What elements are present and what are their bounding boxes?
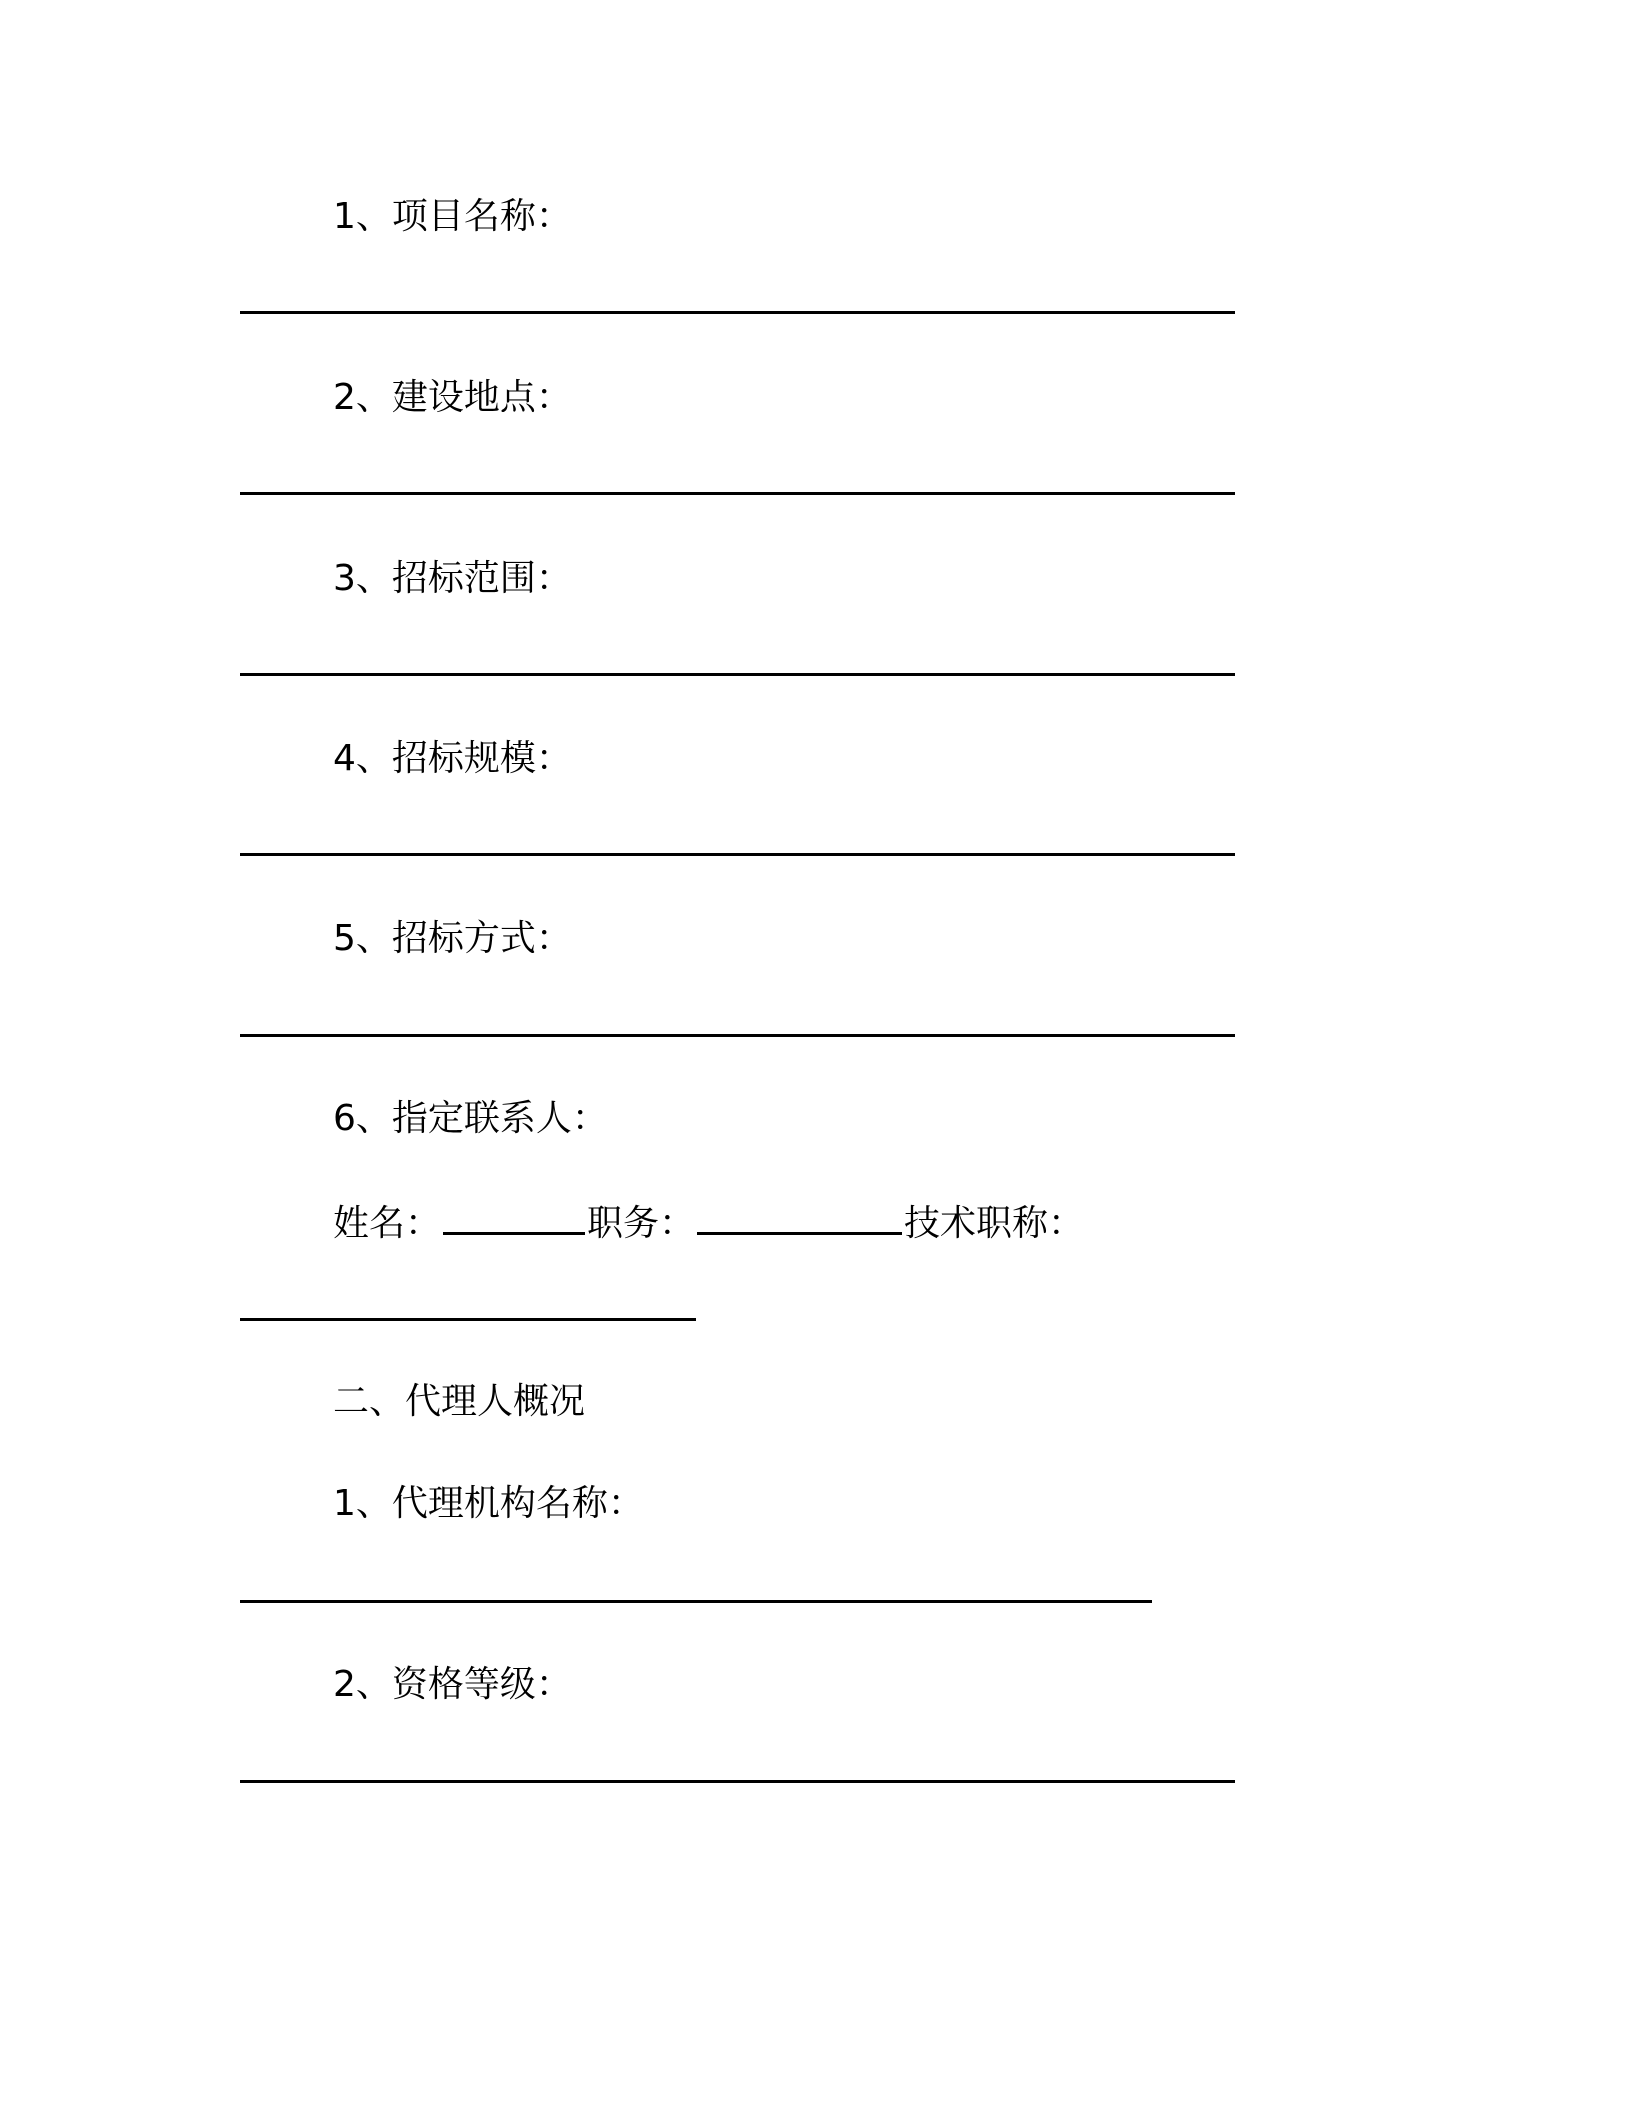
fill-line-qualification-grade[interactable] [240,1780,1235,1783]
position-label: 职务： [587,1203,696,1244]
item-contact-person: 6、指定联系人： [333,1098,608,1139]
position-field[interactable] [697,1198,902,1235]
technical-title-field[interactable] [240,1318,696,1321]
fill-line-project-name[interactable] [240,311,1235,314]
fill-line-construction-site[interactable] [240,492,1235,495]
fill-line-agency-name[interactable] [240,1600,1152,1603]
contact-fields-row [333,1198,1084,1248]
fill-line-tender-method[interactable] [240,1034,1235,1037]
item-project-name: 1、项目名称： [333,196,572,237]
item-agency-name: 1、代理机构名称： [333,1483,644,1524]
fill-line-tender-scope[interactable] [240,673,1235,676]
item-tender-method: 5、招标方式： [333,918,572,959]
item-tender-scale: 4、招标规模： [333,738,572,779]
name-label: 姓名： [333,1203,442,1244]
item-construction-site: 2、建设地点： [333,377,572,418]
item-qualification-grade: 2、资格等级： [333,1664,572,1705]
fill-line-tender-scale[interactable] [240,853,1235,856]
technical-title-label: 技术职称： [904,1203,1085,1244]
item-tender-scope: 3、招标范围： [333,558,572,599]
name-field[interactable] [443,1198,585,1235]
section-heading-agent: 二、代理人概况 [333,1381,586,1422]
